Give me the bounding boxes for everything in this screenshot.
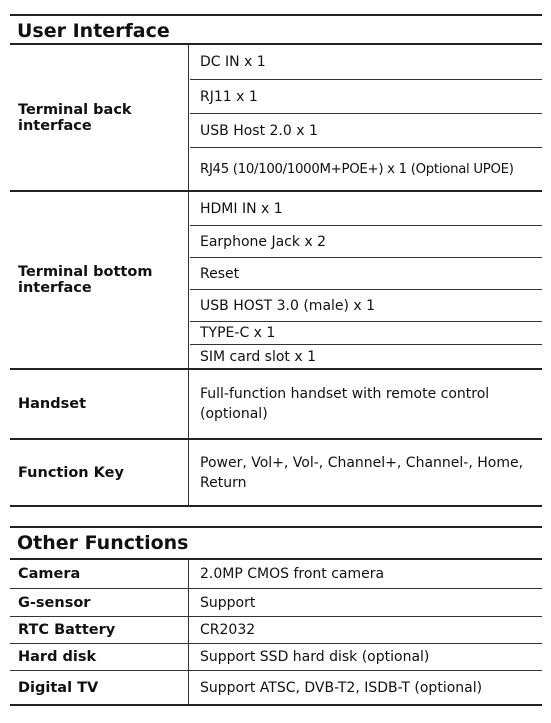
spec-key: Function Key [18, 464, 124, 481]
spec-key: Hard disk [18, 649, 97, 665]
spec-value: RJ11 x 1 [190, 80, 542, 114]
section-title: User Interface [10, 14, 542, 45]
column-divider [188, 589, 189, 616]
spec-value: HDMI IN x 1 [190, 192, 542, 226]
spec-value: Support [200, 594, 256, 611]
column-divider [188, 617, 189, 643]
spec-row [10, 644, 542, 671]
spec-values [190, 440, 542, 505]
column-divider [188, 192, 189, 368]
spec-key-line: Terminal bottom [18, 264, 153, 280]
spec-row [10, 671, 542, 706]
spec-value: Support ATSC, DVB-T2, ISDB-T (optional) [200, 679, 483, 696]
spec-row-terminal-bottom [10, 192, 542, 370]
column-divider [188, 644, 189, 670]
spec-value: RJ45 (10/100/1000M+POE+) x 1 (Optional UPOE) [200, 161, 514, 177]
spec-value: SIM card slot x 1 [200, 348, 316, 365]
spec-key-line: Terminal back [18, 101, 132, 118]
spec-value: TYPE-C x 1 [190, 322, 542, 345]
spec-key: G-sensor [18, 594, 91, 611]
other-functions-section [10, 526, 542, 716]
spec-row-function-key [10, 440, 542, 507]
column-divider [188, 560, 189, 588]
spec-key-line: interface [18, 117, 92, 134]
spec-value: CR2032 [200, 622, 256, 638]
spec-key: RTC Battery [18, 622, 116, 638]
spec-value: USB HOST 3.0 (male) x 1 [190, 290, 542, 322]
spec-values [190, 370, 542, 438]
spec-value: Full-function handset with remote control (optional) [200, 386, 490, 422]
spec-value: Power, Vol+, Vol-, Channel+, Channel-, Home, Return [200, 454, 524, 491]
spec-key: Digital TV [18, 679, 99, 696]
spec-values [190, 192, 542, 368]
spec-values [190, 45, 542, 190]
column-divider [188, 370, 189, 438]
spec-value: 2.0MP CMOS front camera [200, 566, 385, 582]
spec-value: Reset [190, 258, 542, 290]
section-title: Other Functions [10, 526, 542, 560]
spec-row [10, 560, 542, 589]
spec-row [10, 617, 542, 644]
column-divider [188, 440, 189, 505]
spec-key [10, 45, 188, 190]
spec-row-handset [10, 370, 542, 440]
spec-key: Handset [18, 396, 87, 412]
spec-row-terminal-back [10, 45, 542, 192]
spec-value: USB Host 2.0 x 1 [190, 114, 542, 148]
spec-row [10, 589, 542, 617]
spec-value: Support SSD hard disk (optional) [200, 649, 430, 665]
column-divider [188, 671, 189, 704]
user-interface-section [10, 14, 542, 494]
spec-key: Camera [18, 566, 81, 582]
spec-value: Earphone Jack x 2 [190, 226, 542, 258]
spec-value: DC IN x 1 [190, 45, 542, 80]
spec-key-line: interface [18, 280, 92, 296]
spec-key [10, 192, 188, 368]
column-divider [188, 45, 189, 190]
